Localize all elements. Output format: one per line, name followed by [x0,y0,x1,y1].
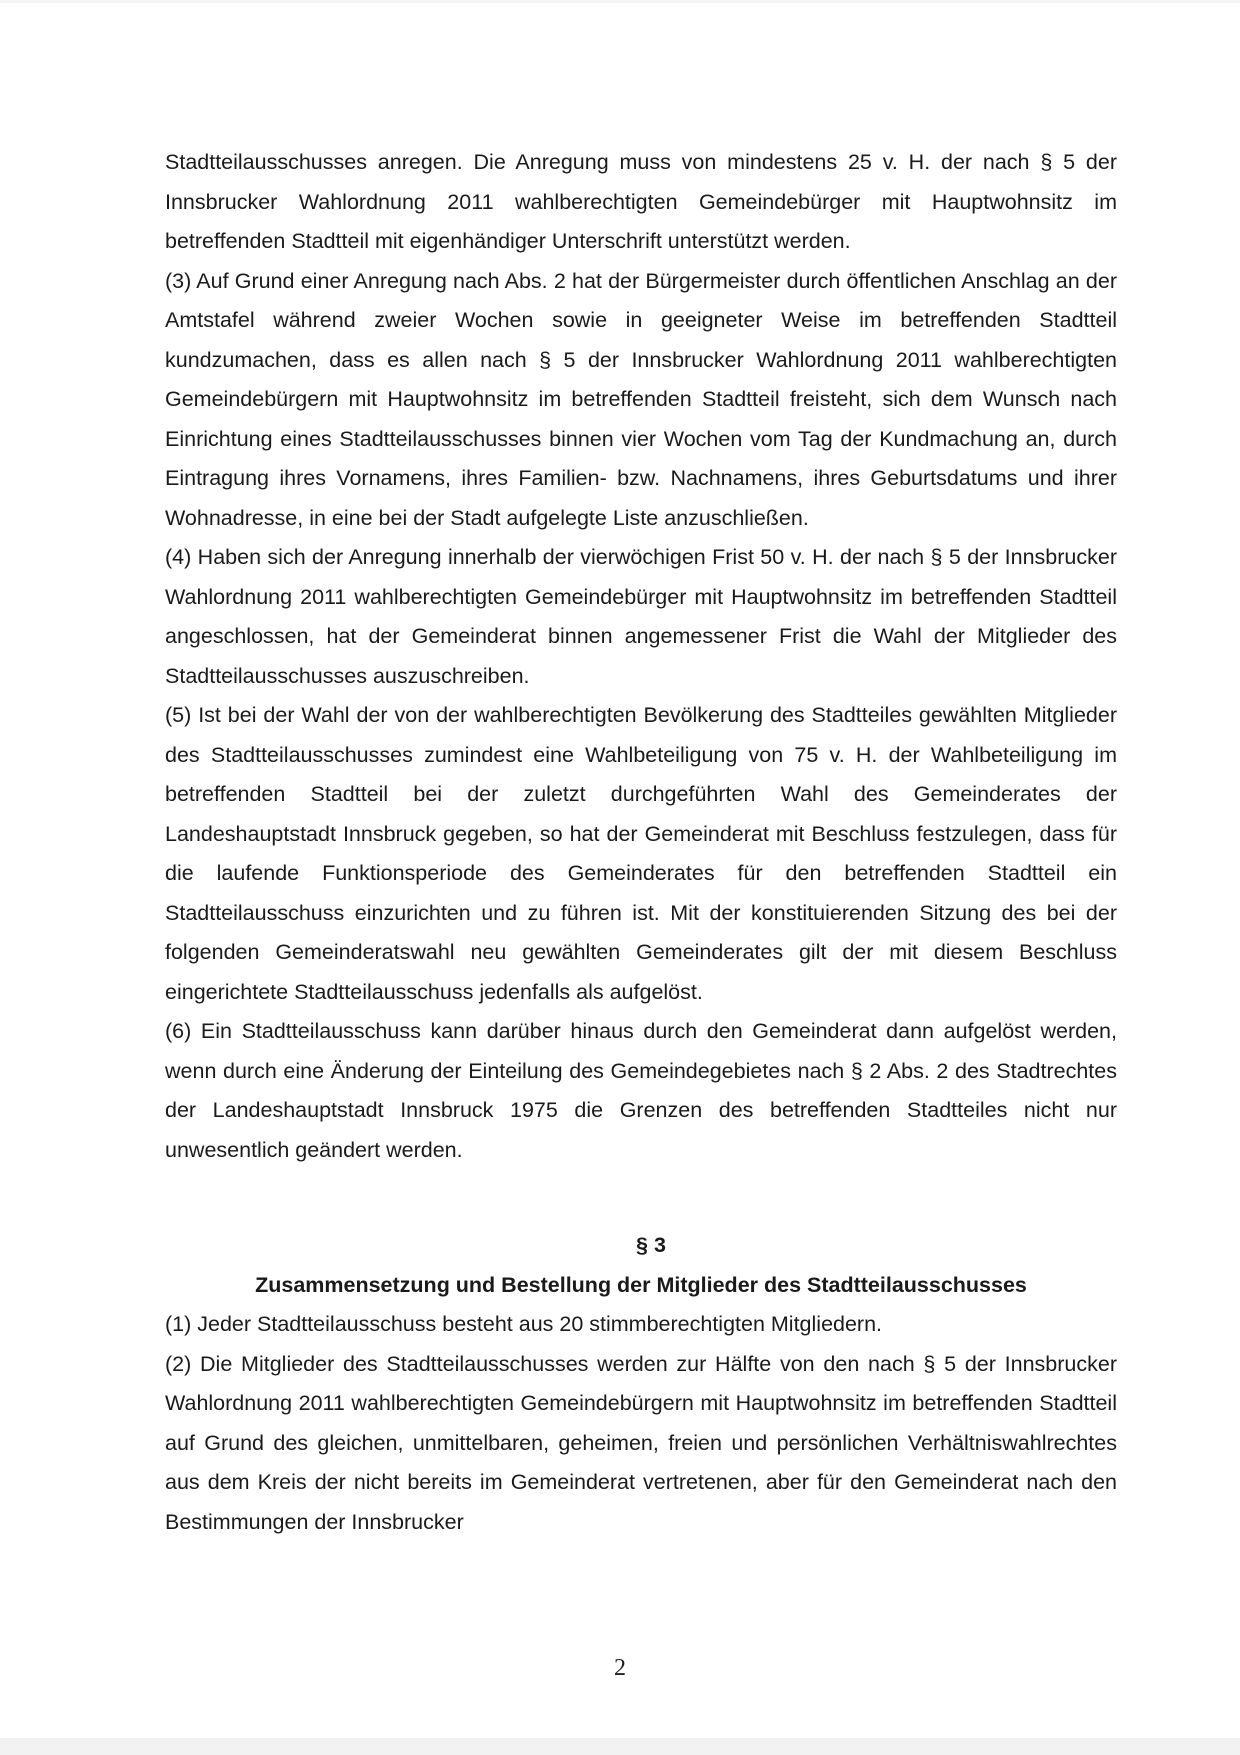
scan-bottom-edge [0,1738,1240,1755]
paragraph-5: (5) Ist bei der Wahl der von der wahlberechtigten Bevölkerung des Stadtteiles gewählten Mitglieder des Stadtteilausschusses zumindest eine Wahlbeteiligung von 75 v. H. der Wahlbeteiligung im betreffenden Stadtteil bei der zuletzt durchgeführten Wahl des Gemeinderates der Landeshauptstadt Innsbruck gegeben, so hat der Gemeinderat mit Beschluss festzulegen, dass für die laufende Funktionsperiode des Gemeinderates für den betreffenden Stadtteil ein Stadtteilausschuss einzurichten und zu führen ist. Mit der konstituierenden Sitzung des bei der folgenden Gemeinderatswahl neu gewählten Gemeinderates gilt der mit diesem Beschluss eingerichtete Stadtteilausschuss jedenfalls als aufgelöst. [165,703,1117,1004]
paragraph-continuation: Stadtteilausschusses anregen. Die Anregung muss von mindestens 25 v. H. der nach § 5 der Innsbrucker Wahlordnung 2011 wahlberechtigten Gemeindebürger mit Hauptwohnsitz im betreffenden Stadtteil mit eigenhändiger Unterschrift unterstützt werden. [165,150,1117,253]
page-number: 2 [614,1655,626,1681]
scan-top-edge [0,0,1240,3]
section-paragraph-2: (2) Die Mitglieder des Stadtteilausschusses werden zur Hälfte von den nach § 5 der Innsbrucker Wahlordnung 2011 wahlberechtigten Gemeindebürgern mit Hauptwohnsitz im betreffenden Stadtteil auf Grund des gleichen, unmittelbaren, geheimen, freien und persönlichen Verhältniswahlrechtes aus dem Kreis der nicht bereits im Gemeinderat vertretenen, aber für den Gemeinderat nach den Bestimmungen der Innsbrucker [165,1351,1117,1534]
paragraph-3: (3) Auf Grund einer Anregung nach Abs. 2 hat der Bürgermeister durch öffentlichen Anschlag an der Amtstafel während zweier Wochen sowie in geeigneter Weise im betreffenden Stadtteil kundzumachen, dass es allen nach § 5 der Innsbrucker Wahlordnung 2011 wahlberechtigten Gemeindebürgern mit Hauptwohnsitz im betreffenden Stadtteil freisteht, sich dem Wunsch nach Einrichtung eines Stadtteilausschusses binnen vier Wochen vom Tag der Kundmachung an, durch Eintragung ihres Vornamens, ihres Familien- bzw. Nachnamens, ihres Geburtsdatums und ihrer Wohnadresse, in eine bei der Stadt aufgelegte Liste anzuschließen. [165,268,1117,530]
paragraph-4: (4) Haben sich der Anregung innerhalb der vierwöchigen Frist 50 v. H. der nach § 5 der Innsbrucker Wahlordnung 2011 wahlberechtigten Gemeindebürger mit Hauptwohnsitz im betreffenden Stadtteil angeschlossen, hat der Gemeinderat binnen angemessener Frist die Wahl der Mitglieder des Stadtteilausschusses auszuschreiben. [165,545,1117,688]
section-title: Zusammensetzung und Bestellung der Mitglieder des Stadtteilausschusses [255,1272,1027,1297]
section-3 [165,1226,1117,1542]
section-paragraph-1: (1) Jeder Stadtteilausschuss besteht aus 20 stimmberechtigten Mitgliedern. [165,1312,883,1336]
paragraph-6: (6) Ein Stadtteilausschuss kann darüber hinaus durch den Gemeinderat dann aufgelöst werden, wenn durch eine Änderung der Einteilung des Gemeindegebietes nach § 2 Abs. 2 des Stadtrechtes der Landeshauptstadt Innsbruck 1975 die Grenzen des betreffenden Stadtteiles nicht nur unwesentlich geändert werden. [165,1019,1117,1162]
document-body [165,143,1117,1542]
section-number: § 3 [636,1233,666,1257]
